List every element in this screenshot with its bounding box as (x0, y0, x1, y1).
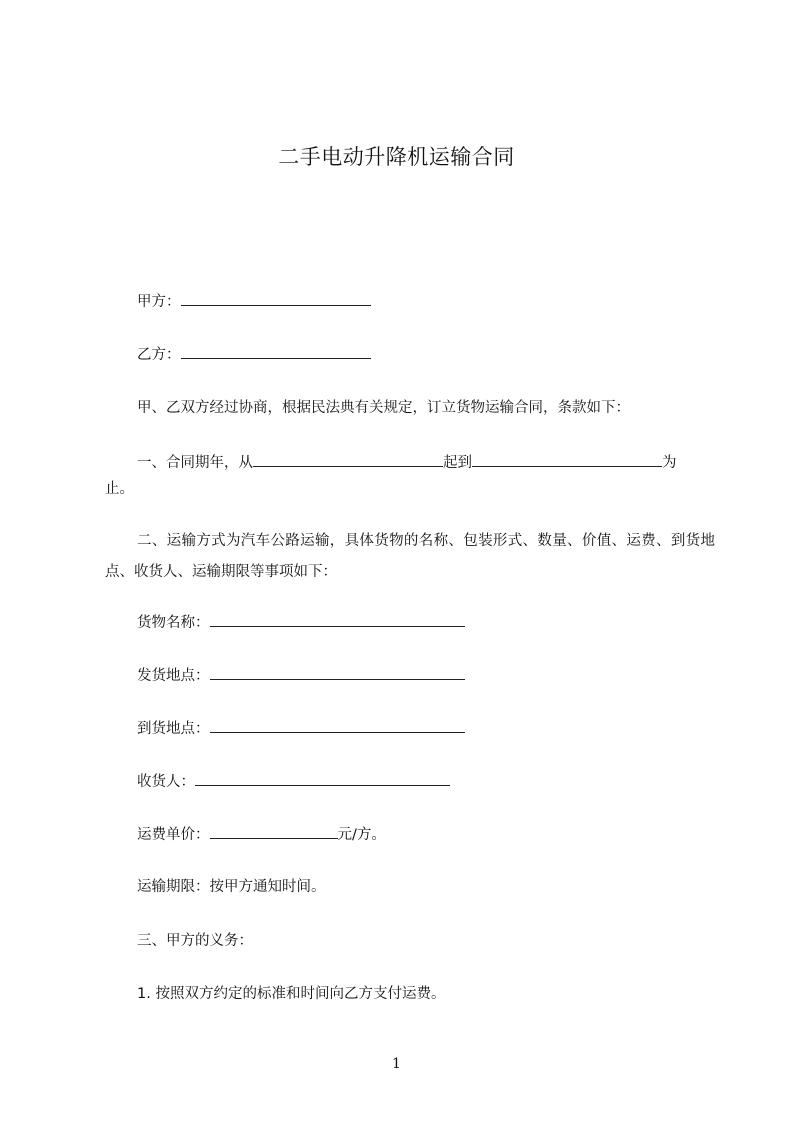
goods-name-label: 货物名称： (137, 615, 210, 631)
freight-price-label: 运费单价： (137, 827, 210, 843)
clause-1-end: 止。 (105, 481, 134, 497)
section-3-item-1: 1. 按照双方约定的标准和时间向乙方支付运费。 (137, 986, 446, 1002)
goods-name-blank[interactable] (210, 612, 465, 627)
ship-from-line (137, 665, 465, 686)
section-3-heading: 三、甲方的义务： (137, 933, 253, 949)
clause-1-start-blank[interactable] (253, 452, 443, 467)
document-title: 二手电动升降机运输合同 (278, 145, 515, 169)
party-a-blank[interactable] (181, 291, 371, 306)
clause-1-middle: 起到 (443, 455, 472, 471)
intro-paragraph: 甲、乙双方经过协商，根据民法典有关规定，订立货物运输合同，条款如下： (137, 400, 630, 416)
ship-to-blank[interactable] (210, 718, 465, 733)
ship-to-label: 到货地点： (137, 721, 210, 737)
transport-period-line: 运输期限：按甲方通知时间。 (137, 879, 326, 895)
freight-price-blank[interactable] (210, 824, 338, 839)
ship-to-line (137, 718, 465, 739)
party-b-blank[interactable] (181, 344, 371, 359)
consignee-label: 收货人： (137, 774, 195, 790)
consignee-blank[interactable] (195, 771, 450, 786)
freight-price-line (137, 824, 386, 845)
party-b-line (137, 344, 371, 365)
party-a-label: 甲方： (137, 294, 181, 310)
party-a-line (137, 291, 371, 312)
clause-1-prefix: 一、合同期年，从 (137, 455, 253, 471)
clause-1-end-blank[interactable] (472, 452, 662, 467)
clause-1-suffix: 为 (662, 455, 677, 471)
ship-from-blank[interactable] (210, 665, 465, 680)
goods-name-line (137, 612, 465, 633)
consignee-line (137, 771, 450, 792)
party-b-label: 乙方： (137, 347, 181, 363)
ship-from-label: 发货地点： (137, 668, 210, 684)
clause-1-line (137, 452, 677, 473)
clause-2-paragraph: 二、运输方式为汽车公路运输，具体货物的名称、包装形式、数量、价值、运费、到货地点、收货人、运输期限等事项如下： (105, 533, 715, 580)
freight-price-unit: 元/方。 (337, 827, 386, 843)
page-number: 1 (392, 1056, 401, 1072)
